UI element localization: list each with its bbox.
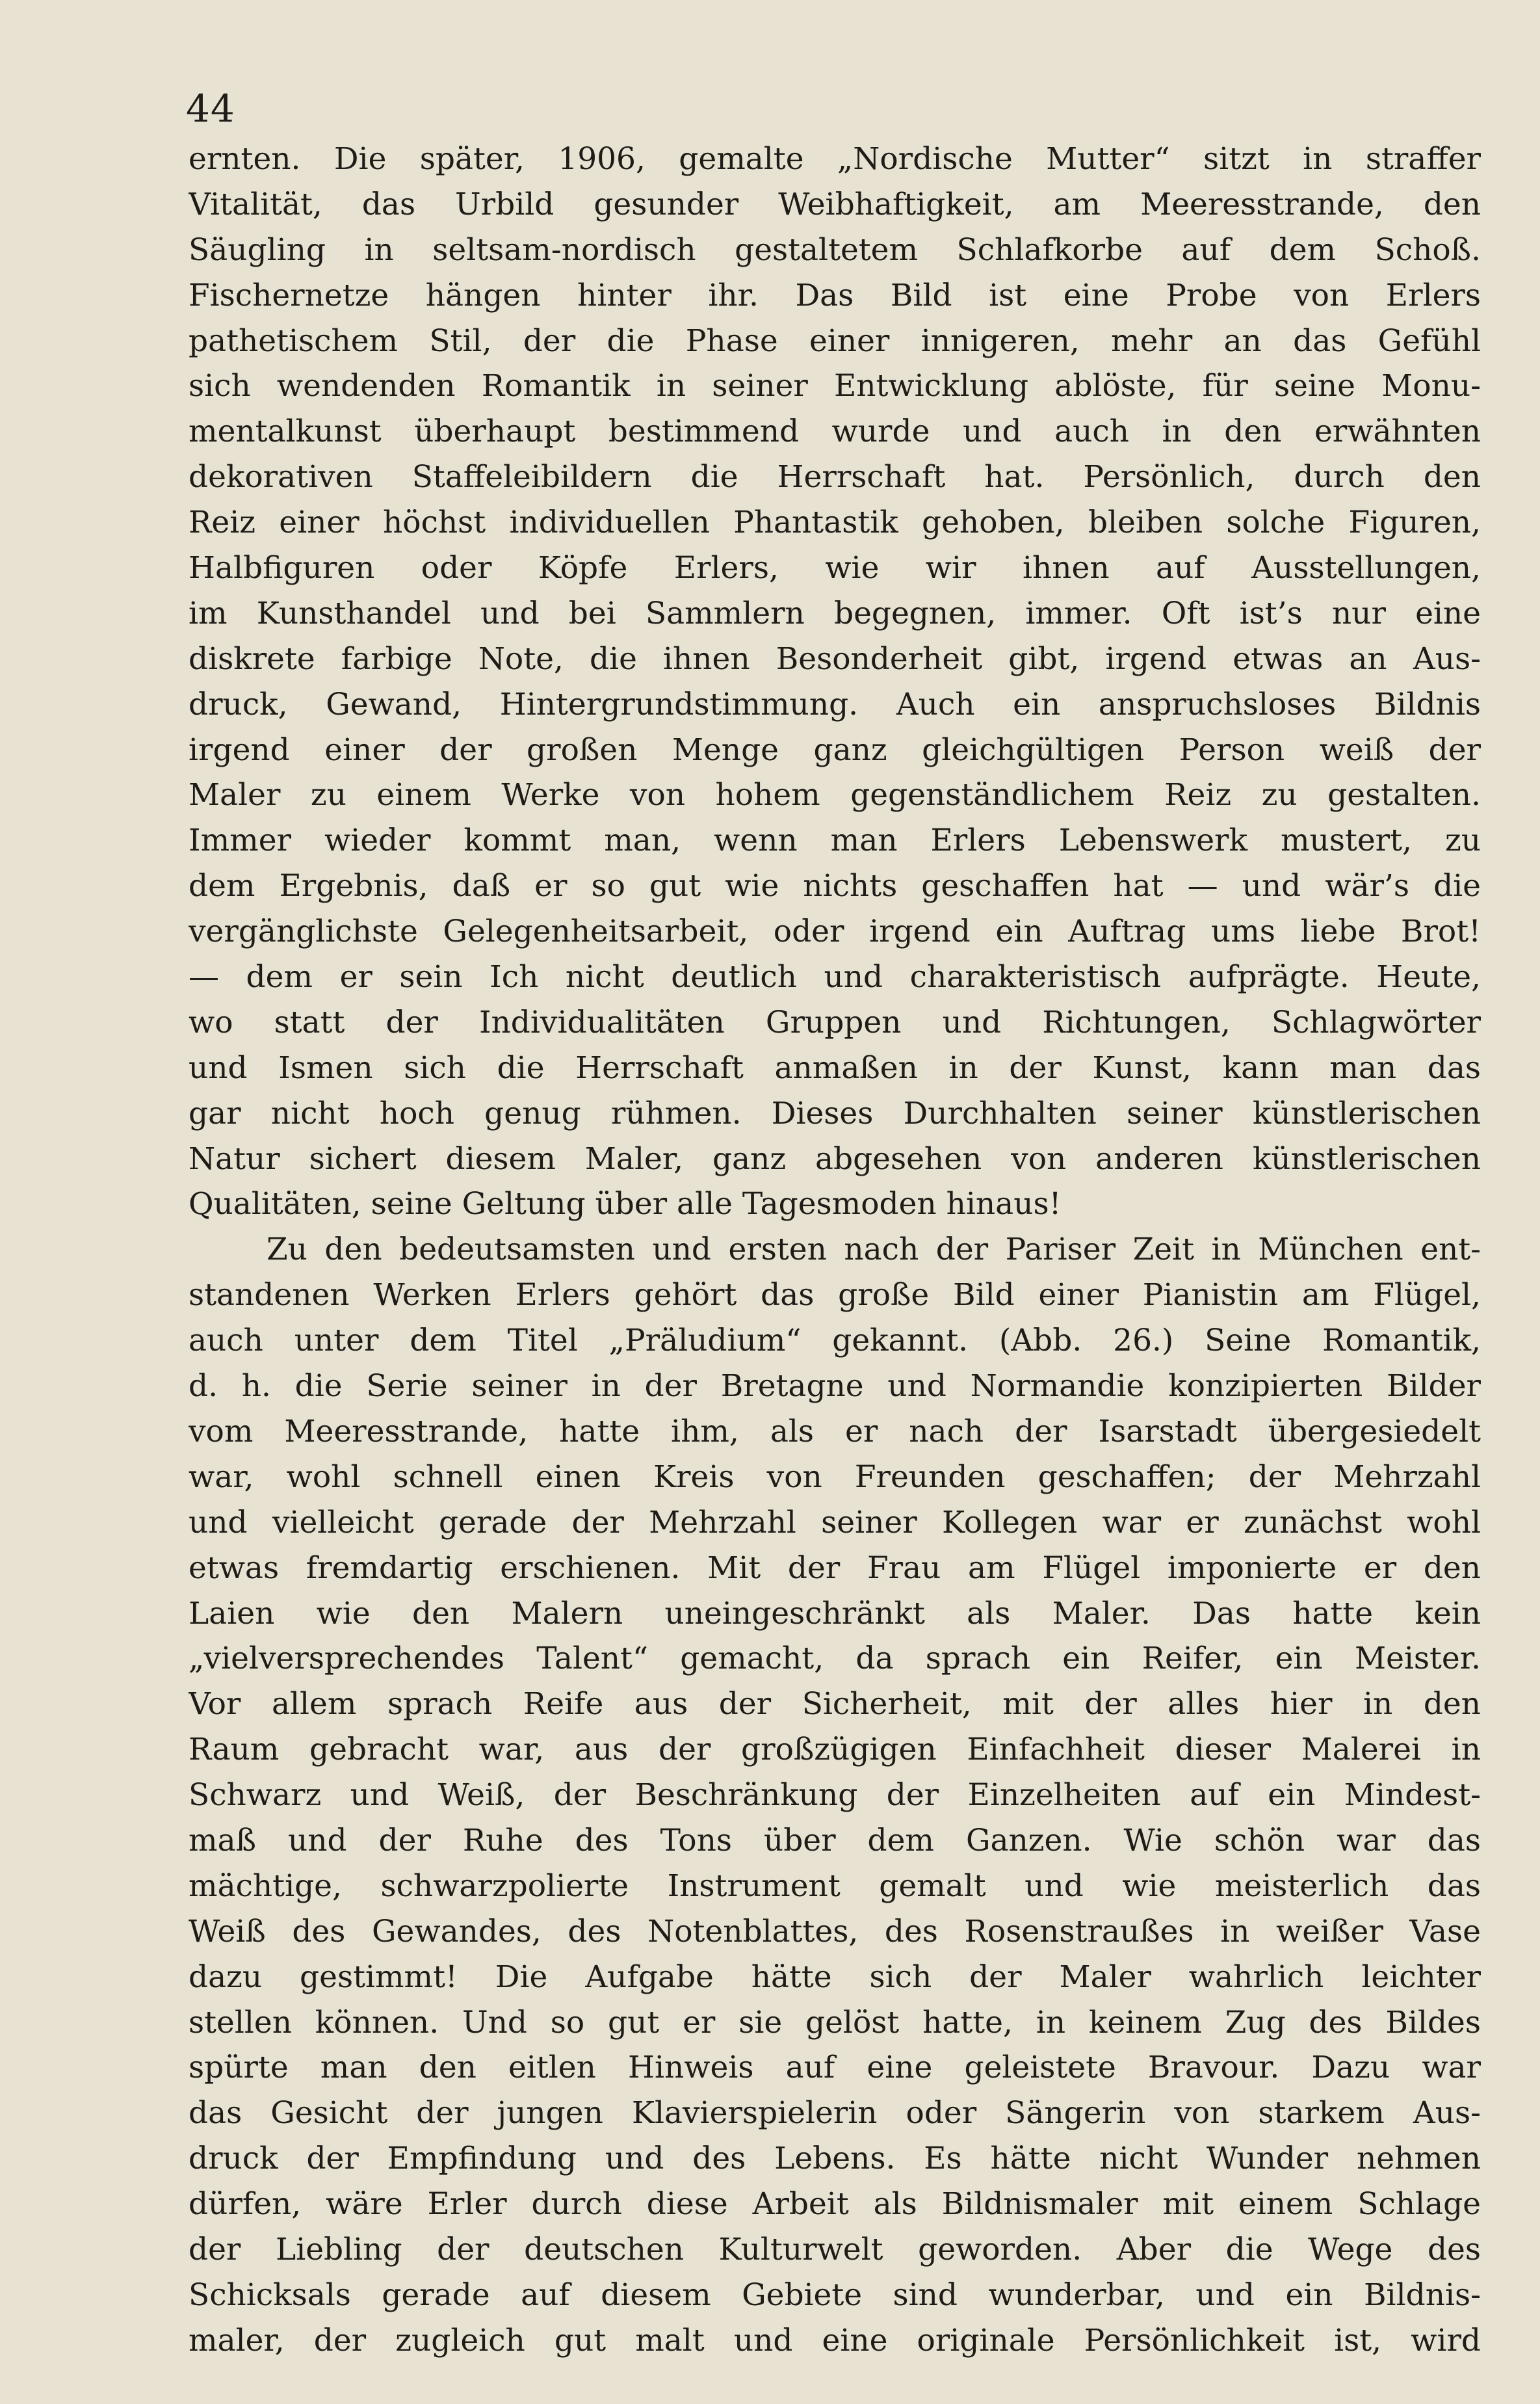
text-line: Laien wie den Malern uneingeschränkt als Maler. Das hatte kein bbox=[189, 1595, 1481, 1631]
text-line: diskrete farbige Note, die ihnen Besonderheit gibt, irgend etwas an Aus- bbox=[189, 641, 1481, 677]
paragraph-2 bbox=[189, 1227, 1481, 2363]
text-line: druck, Gewand, Hintergrundstimmung. Auch ein anspruchsloses Bildnis bbox=[189, 686, 1481, 722]
text-line: druck der Empfindung und des Lebens. Es hätte nicht Wunder nehmen bbox=[189, 2141, 1481, 2177]
text-line: Natur sichert diesem Maler, ganz abgesehen von anderen künstlerischen bbox=[189, 1141, 1481, 1177]
text-line: standenen Werken Erlers gehört das große Bild einer Pianistin am Flügel, bbox=[189, 1277, 1481, 1314]
page-number: 44 bbox=[186, 86, 235, 131]
text-line: spürte man den eitlen Hinweis auf eine geleistete Bravour. Dazu war bbox=[189, 2050, 1481, 2086]
text-line: im Kunsthandel und bei Sammlern begegnen, immer. Oft ist’s nur eine bbox=[189, 595, 1481, 631]
text-line: d. h. die Serie seiner in der Bretagne und Normandie konzipierten Bilder bbox=[189, 1368, 1481, 1405]
text-line: sich wendenden Romantik in seiner Entwicklung ablöste, für seine Monu- bbox=[189, 368, 1481, 404]
text-line: ernten. Die später, 1906, gemalte „Nordische Mutter“ sitzt in straffer bbox=[189, 141, 1481, 177]
text-line: auch unter dem Titel „Präludium“ gekannt. (Abb. 26.) Seine Romantik, bbox=[189, 1323, 1481, 1359]
text-line: das Gesicht der jungen Klavierspielerin oder Sängerin von starkem Aus- bbox=[189, 2095, 1481, 2132]
text-line: Halbfiguren oder Köpfe Erlers, wie wir ihnen auf Ausstellungen, bbox=[189, 550, 1481, 587]
text-line: Vor allem sprach Reife aus der Sicherheit, mit der alles hier in den bbox=[189, 1686, 1481, 1723]
text-line: maß und der Ruhe des Tons über dem Ganzen. Wie schön war das bbox=[189, 1822, 1481, 1858]
text-line: dürfen, wäre Erler durch diese Arbeit als Bildnismaler mit einem Schlage bbox=[189, 2186, 1481, 2223]
paragraph-1 bbox=[189, 137, 1481, 1227]
text-line: vom Meeresstrande, hatte ihm, als er nach der Isarstadt übergesiedelt bbox=[189, 1413, 1481, 1449]
text-line: „vielversprechendes Talent“ gemacht, da sprach ein Reifer, ein Meister. bbox=[189, 1641, 1481, 1677]
text-line: war, wohl schnell einen Kreis von Freunden geschaffen; der Mehrzahl bbox=[189, 1459, 1481, 1495]
body-text bbox=[189, 137, 1481, 2364]
text-line: mächtige, schwarzpolierte Instrument gemalt und wie meisterlich das bbox=[189, 1868, 1481, 1904]
text-line: stellen können. Und so gut er sie gelöst hatte, in keinem Zug des Bildes bbox=[189, 2004, 1481, 2041]
text-line: Vitalität, das Urbild gesunder Weibhaftigkeit, am Meeresstrande, den bbox=[189, 186, 1481, 222]
text-line: Säugling in seltsam-nordisch gestaltetem Schlafkorbe auf dem Schoß. bbox=[189, 231, 1481, 268]
text-line: Reiz einer höchst individuellen Phantastik gehoben, bleiben solche Figuren, bbox=[189, 505, 1481, 541]
text-line: und vielleicht gerade der Mehrzahl seiner Kollegen war er zunächst wohl bbox=[189, 1504, 1481, 1540]
text-line: Schicksals gerade auf diesem Gebiete sind wunderbar, und ein Bildnis- bbox=[189, 2277, 1481, 2313]
text-line: maler, der zugleich gut malt und eine originale Persönlichkeit ist, wird bbox=[189, 2322, 1481, 2358]
text-line: dazu gestimmt! Die Aufgabe hätte sich der Maler wahrlich leichter bbox=[189, 1959, 1481, 1995]
text-line: und Ismen sich die Herrschaft anmaßen in der Kunst, kann man das bbox=[189, 1050, 1481, 1086]
text-line: vergänglichste Gelegenheitsarbeit, oder irgend ein Auftrag ums liebe Brot! bbox=[189, 914, 1481, 950]
text-line: Zu den bedeutsamsten und ersten nach der Pariser Zeit in München ent- bbox=[267, 1232, 1481, 1268]
text-line: Maler zu einem Werke von hohem gegenständlichem Reiz zu gestalten. bbox=[189, 777, 1481, 813]
text-line: Fischernetze hängen hinter ihr. Das Bild ist eine Probe von Erlers bbox=[189, 277, 1481, 313]
text-line: Qualitäten, seine Geltung über alle Tagesmoden hinaus! bbox=[189, 1186, 1062, 1222]
text-line: dekorativen Staffeleibildern die Herrschaft hat. Persönlich, durch den bbox=[189, 459, 1481, 495]
text-line: gar nicht hoch genug rühmen. Dieses Durchhalten seiner künstlerischen bbox=[189, 1095, 1481, 1131]
text-line: irgend einer der großen Menge ganz gleichgültigen Person weiß der bbox=[189, 732, 1481, 768]
text-line: dem Ergebnis, daß er so gut wie nichts geschaffen hat — und wär’s die bbox=[189, 868, 1481, 905]
text-line: Raum gebracht war, aus der großzügigen Einfachheit dieser Malerei in bbox=[189, 1732, 1481, 1768]
text-line: Weiß des Gewandes, des Notenblattes, des Rosenstraußes in weißer Vase bbox=[189, 1913, 1481, 1949]
text-line: etwas fremdartig erschienen. Mit der Frau am Flügel imponierte er den bbox=[189, 1550, 1481, 1586]
text-line: der Liebling der deutschen Kulturwelt geworden. Aber die Wege des bbox=[189, 2231, 1481, 2267]
text-line: mentalkunst überhaupt bestimmend wurde und auch in den erwähnten bbox=[189, 414, 1481, 450]
text-line: wo statt der Individualitäten Gruppen und Richtungen, Schlagwörter bbox=[189, 1004, 1481, 1040]
text-line: Immer wieder kommt man, wenn man Erlers Lebenswerk mustert, zu bbox=[189, 823, 1481, 859]
text-line: — dem er sein Ich nicht deutlich und charakteristisch aufprägte. Heute, bbox=[189, 959, 1481, 996]
text-line: pathetischem Stil, der die Phase einer innigeren, mehr an das Gefühl bbox=[189, 323, 1481, 359]
text-line: Schwarz und Weiß, der Beschränkung der Einzelheiten auf ein Mindest- bbox=[189, 1777, 1481, 1814]
